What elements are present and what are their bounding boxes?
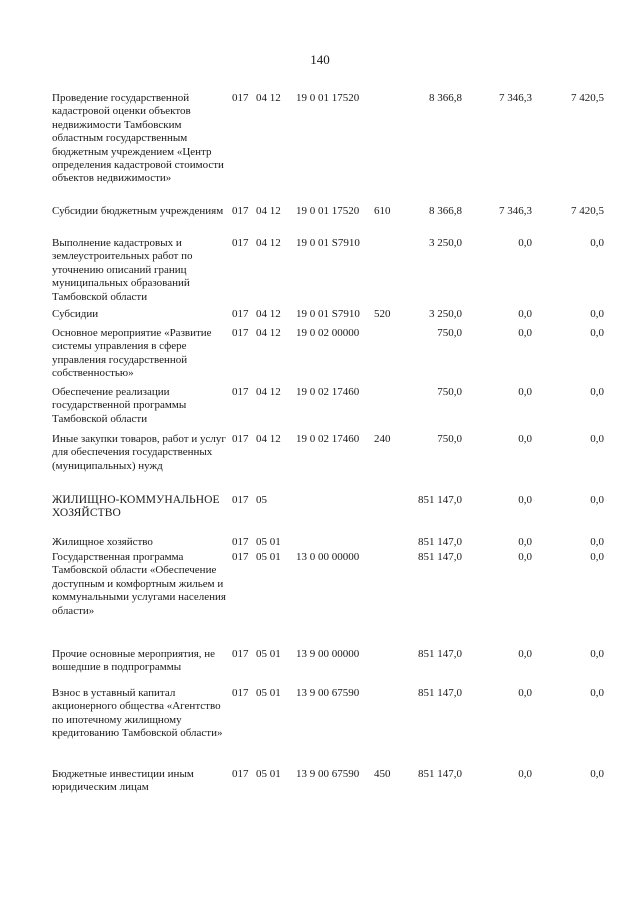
row-target-article: 13 9 00 67590 xyxy=(296,687,360,699)
row-sum-year3: 0,0 xyxy=(590,648,604,660)
row-sum-year1: 750,0 xyxy=(437,327,462,339)
row-target-article: 19 0 02 17460 xyxy=(296,386,360,398)
row-section: 05 xyxy=(256,494,267,506)
row-name: Субсидии xyxy=(52,308,99,320)
row-sum-year1: 3 250,0 xyxy=(429,237,462,249)
row-code: 017 xyxy=(232,237,249,249)
row-sum-year2: 0,0 xyxy=(518,386,532,398)
row-sum-year1: 851 147,0 xyxy=(418,768,462,780)
row-sum-year3: 0,0 xyxy=(590,308,604,320)
row-name: Обеспечение реализации государственной программы Тамбовской области xyxy=(52,386,187,425)
row-sum-year2: 0,0 xyxy=(518,648,532,660)
row-name: Прочие основные мероприятия, не вошедшие в подпрограммы xyxy=(52,648,216,674)
row-sum-year1: 8 366,8 xyxy=(429,92,462,104)
row-name: Субсидии бюджетным учреждениям xyxy=(52,205,224,217)
row-sum-year2: 0,0 xyxy=(518,768,532,780)
row-sum-year2: 0,0 xyxy=(518,308,532,320)
row-target-article: 13 0 00 00000 xyxy=(296,551,360,563)
row-target-article: 19 0 01 17520 xyxy=(296,92,360,104)
row-name: Взнос в уставный капитал акционерного общества «Агентство по ипотечному жилищному кредитованию Тамбовской области» xyxy=(52,687,223,740)
row-sum-year1: 750,0 xyxy=(437,433,462,445)
row-sum-year2: 0,0 xyxy=(518,433,532,445)
row-sum-year2: 7 346,3 xyxy=(499,205,532,217)
row-sum-year3: 0,0 xyxy=(590,768,604,780)
row-sum-year1: 851 147,0 xyxy=(418,551,462,563)
row-section: 04 12 xyxy=(256,92,281,104)
row-section: 04 12 xyxy=(256,237,281,249)
row-code: 017 xyxy=(232,687,249,699)
row-name: ЖИЛИЩНО-КОММУНАЛЬНОЕ ХОЗЯЙСТВО xyxy=(52,494,220,520)
page-number: 140 xyxy=(310,52,330,67)
row-sum-year2: 0,0 xyxy=(518,327,532,339)
row-sum-year1: 750,0 xyxy=(437,386,462,398)
row-sum-year2: 0,0 xyxy=(518,551,532,563)
row-expense-type: 240 xyxy=(374,433,391,445)
row-sum-year3: 0,0 xyxy=(590,327,604,339)
row-sum-year3: 0,0 xyxy=(590,237,604,249)
row-sum-year3: 0,0 xyxy=(590,433,604,445)
row-sum-year3: 0,0 xyxy=(590,551,604,563)
row-name: Основное мероприятие «Развитие системы управления в сфере управления государственной собственностью» xyxy=(52,327,212,380)
row-sum-year1: 8 366,8 xyxy=(429,205,462,217)
row-section: 04 12 xyxy=(256,433,281,445)
row-target-article: 19 0 02 00000 xyxy=(296,327,360,339)
row-target-article: 19 0 01 17520 xyxy=(296,205,360,217)
row-name: Выполнение кадастровых и землеустроительных работ по уточнению описаний границ муниципальных образований Тамбовской области xyxy=(52,237,193,303)
row-section: 05 01 xyxy=(256,648,281,660)
row-code: 017 xyxy=(232,768,249,780)
row-section: 05 01 xyxy=(256,551,281,563)
row-sum-year3: 0,0 xyxy=(590,536,604,548)
row-sum-year1: 851 147,0 xyxy=(418,648,462,660)
row-code: 017 xyxy=(232,494,249,506)
row-code: 017 xyxy=(232,536,249,548)
row-sum-year2: 0,0 xyxy=(518,536,532,548)
row-sum-year3: 0,0 xyxy=(590,386,604,398)
row-code: 017 xyxy=(232,386,249,398)
row-sum-year2: 7 346,3 xyxy=(499,92,532,104)
row-sum-year1: 851 147,0 xyxy=(418,494,462,506)
row-name: Иные закупки товаров, работ и услуг для обеспечения государственных (муниципальных) нужд xyxy=(52,433,226,472)
row-code: 017 xyxy=(232,308,249,320)
row-sum-year1: 851 147,0 xyxy=(418,536,462,548)
row-name: Жилищное хозяйство xyxy=(52,536,153,548)
row-expense-type: 520 xyxy=(374,308,391,320)
row-sum-year3: 0,0 xyxy=(590,494,604,506)
row-name: Проведение государственной кадастровой оценки объектов недвижимости Тамбовским областным государственным бюджетным учреждением «Центр определения кадастровой стоимости объектов недвижимости» xyxy=(52,92,224,185)
row-sum-year2: 0,0 xyxy=(518,237,532,249)
row-name: Бюджетные инвестиции иным юридическим лицам xyxy=(52,768,194,794)
row-target-article: 19 0 01 S7910 xyxy=(296,308,360,320)
row-code: 017 xyxy=(232,92,249,104)
row-sum-year2: 0,0 xyxy=(518,687,532,699)
row-sum-year3: 0,0 xyxy=(590,687,604,699)
row-section: 04 12 xyxy=(256,308,281,320)
row-sum-year2: 0,0 xyxy=(518,494,532,506)
row-target-article: 13 9 00 00000 xyxy=(296,648,360,660)
row-code: 017 xyxy=(232,433,249,445)
row-code: 017 xyxy=(232,648,249,660)
row-section: 05 01 xyxy=(256,687,281,699)
row-code: 017 xyxy=(232,205,249,217)
row-section: 04 12 xyxy=(256,386,281,398)
row-target-article: 19 0 01 S7910 xyxy=(296,237,360,249)
row-section: 04 12 xyxy=(256,327,281,339)
row-section: 05 01 xyxy=(256,768,281,780)
row-expense-type: 610 xyxy=(374,205,391,217)
row-target-article: 19 0 02 17460 xyxy=(296,433,360,445)
row-section: 04 12 xyxy=(256,205,281,217)
row-sum-year3: 7 420,5 xyxy=(571,92,604,104)
row-code: 017 xyxy=(232,327,249,339)
row-target-article: 13 9 00 67590 xyxy=(296,768,360,780)
row-sum-year1: 3 250,0 xyxy=(429,308,462,320)
row-section: 05 01 xyxy=(256,536,281,548)
row-name: Государственная программа Тамбовской области «Обеспечение доступным и комфортным жильем и коммунальными услугами населения области» xyxy=(52,551,226,617)
row-sum-year1: 851 147,0 xyxy=(418,687,462,699)
row-code: 017 xyxy=(232,551,249,563)
row-expense-type: 450 xyxy=(374,768,391,780)
row-sum-year3: 7 420,5 xyxy=(571,205,604,217)
